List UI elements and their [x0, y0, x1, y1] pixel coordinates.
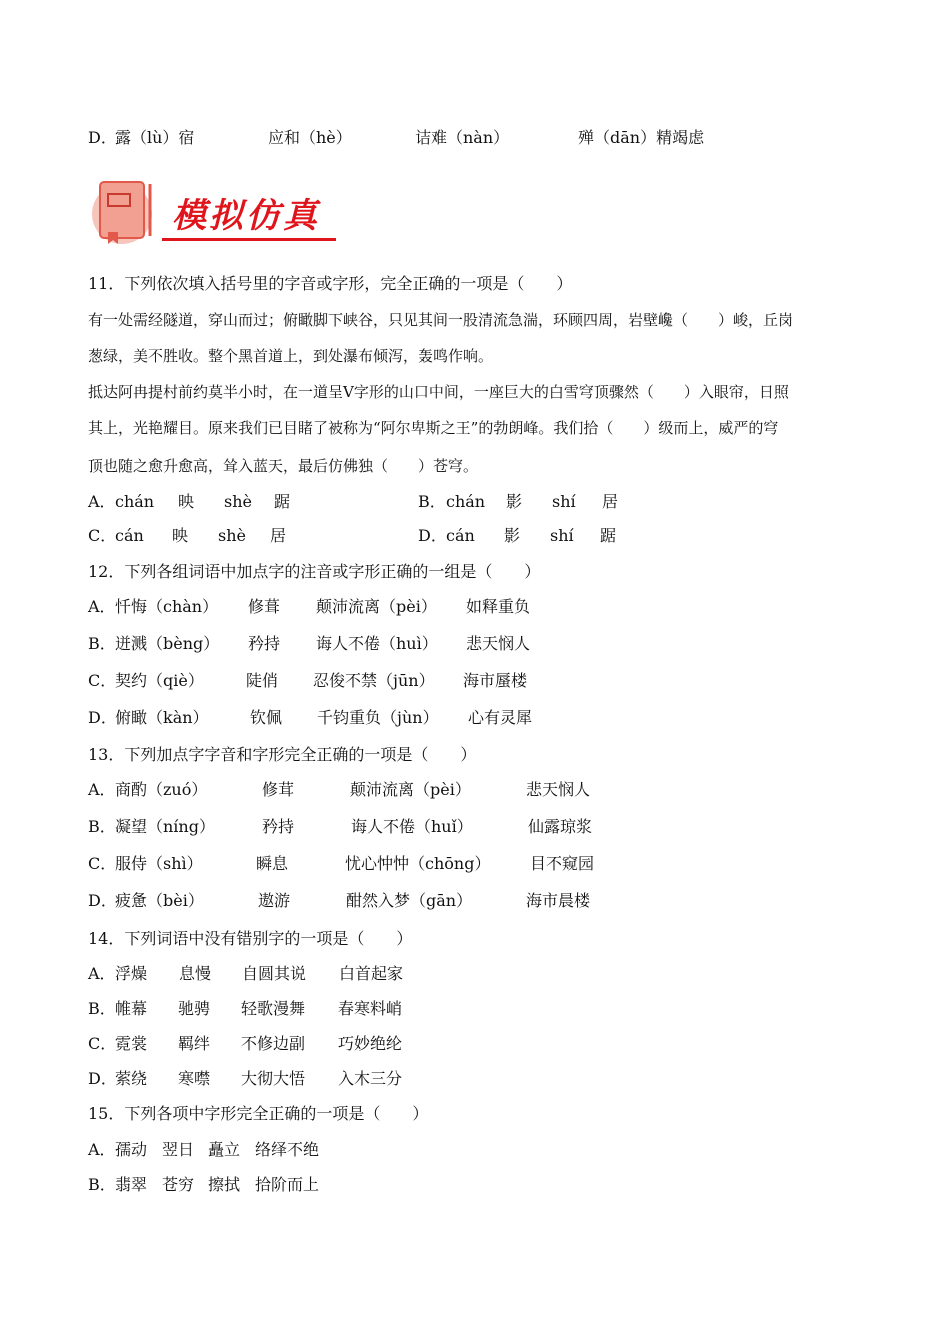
option-item: 翌日 [162, 1140, 195, 1159]
option-item: 瞬息 [256, 854, 289, 873]
option-label: C． [88, 1034, 117, 1053]
option-item: 不修边副 [241, 1034, 306, 1053]
option-item: 修茸 [262, 780, 295, 799]
option-item: 心有灵犀 [468, 708, 533, 727]
option-item: 陡俏 [246, 671, 279, 690]
option-item: 疲惫（bèi） [115, 891, 204, 910]
passage-line: 有一处需经隧道，穿山而过；俯瞰脚下峡谷，只见其间一股清流急湍，环顾四周，岩壁巉（ ）峻，丘岗 [88, 311, 794, 329]
option-item: 苍穷 [162, 1175, 195, 1194]
option-item: 忍俊不禁（jūn） [313, 671, 435, 690]
option-item: 商酌（zuó） [115, 780, 208, 799]
option-item: 钦佩 [250, 708, 283, 727]
option-item: 孺动 [115, 1140, 148, 1159]
option-item: 浮燥 [115, 964, 148, 983]
option-label: A． [88, 492, 116, 511]
option-item: shí [550, 526, 574, 545]
passage-line: 抵达阿冉提村前约莫半小时，在一道呈V字形的山口中间，一座巨大的白雪穹顶骤然（ ）入眼帘，日照 [88, 383, 789, 401]
option-label: D． [88, 1069, 117, 1088]
option-item: 殚（dān）精竭虑 [578, 128, 705, 147]
option-item: 春寒料峭 [338, 999, 403, 1018]
option-item: 入木三分 [338, 1069, 403, 1088]
option-item: 遨游 [258, 891, 291, 910]
option-label: B． [88, 817, 116, 836]
option-item: 居 [270, 526, 287, 545]
option-label: D． [88, 891, 117, 910]
option-item: 驰骋 [178, 999, 211, 1018]
passage-line: 其上，光艳耀目。原来我们已目睹了被称为“阿尔卑斯之王”的勃朗峰。我们拾（ ）级而上，威严的穹 [88, 419, 779, 437]
option-item: 络绎不绝 [255, 1140, 320, 1159]
option-item: 羁绊 [178, 1034, 211, 1053]
option-item: 自圆其说 [242, 964, 307, 983]
option-label: B． [88, 634, 116, 653]
option-item: 轻歌漫舞 [241, 999, 306, 1018]
option-item: chán [115, 492, 155, 511]
option-label: C． [88, 854, 117, 873]
option-item: 如释重负 [466, 597, 531, 616]
option-item: 矜持 [262, 817, 295, 836]
option-item: 悲天悯人 [526, 780, 591, 799]
option-item: 修葺 [248, 597, 281, 616]
option-item: cán [115, 526, 144, 545]
option-item: 影 [504, 526, 521, 545]
option-item: shè [224, 492, 252, 511]
option-label: B． [88, 999, 116, 1018]
option-label: C． [88, 526, 117, 545]
option-item: 诲人不倦（huì） [316, 634, 438, 653]
question-stem: 14．下列词语中没有错别字的一项是（ ） [88, 929, 413, 948]
option-item: 影 [506, 492, 523, 511]
option-item: 拾阶而上 [255, 1175, 320, 1194]
option-item: 酣然入梦（gān） [346, 891, 473, 910]
option-item: 迸溅（bèng） [115, 634, 220, 653]
option-item: 踞 [274, 492, 291, 511]
option-item: 诲人不倦（huǐ） [351, 817, 473, 836]
option-item: 悲天悯人 [466, 634, 531, 653]
option-item: chán [446, 492, 486, 511]
question-stem: 12．下列各组词语中加点字的注音或字形正确的一组是（ ） [88, 562, 541, 581]
option-label: A． [88, 597, 116, 616]
option-item: 颠沛流离（pèi） [316, 597, 437, 616]
title-underline [162, 238, 336, 241]
option-item: 契约（qiè） [115, 671, 204, 690]
option-label: B． [418, 492, 446, 511]
option-item: shè [218, 526, 246, 545]
option-item: 翡翠 [115, 1175, 148, 1194]
option-item: 凝望（níng） [115, 817, 215, 836]
section-title: 模拟仿真 [172, 196, 320, 236]
option-item: 巧妙绝纶 [338, 1034, 403, 1053]
option-label: D． [88, 128, 117, 147]
option-label: A． [88, 964, 116, 983]
option-item: 颠沛流离（pèi） [350, 780, 471, 799]
option-item: 诘难（nàn） [415, 128, 510, 147]
option-item: 矜持 [248, 634, 281, 653]
option-item: 忧心忡忡（chōng） [345, 854, 491, 873]
option-label: A． [88, 780, 116, 799]
option-item: 海市蜃楼 [463, 671, 528, 690]
option-item: 露（lù）宿 [115, 128, 195, 147]
option-item: 千钧重负（jùn） [317, 708, 439, 727]
option-label: B． [88, 1175, 116, 1194]
option-label: A． [88, 1140, 116, 1159]
option-item: 帷幕 [115, 999, 148, 1018]
option-item: 踞 [600, 526, 617, 545]
option-item: 居 [602, 492, 619, 511]
option-item: 矗立 [208, 1140, 241, 1159]
passage-line: 顶也随之愈升愈高，耸入蓝天，最后仿佛独（ ）苍穹。 [88, 457, 479, 475]
option-item: cán [446, 526, 475, 545]
option-item: shí [552, 492, 576, 511]
question-stem: 13．下列加点字字音和字形完全正确的一项是（ ） [88, 745, 477, 764]
option-item: 应和（hè） [268, 128, 352, 147]
question-stem: 11．下列依次填入括号里的字音或字形，完全正确的一项是（ ） [88, 274, 573, 293]
option-label: C． [88, 671, 117, 690]
option-item: 霓裳 [115, 1034, 148, 1053]
option-item: 萦绕 [115, 1069, 148, 1088]
option-item: 俯瞰（kàn） [115, 708, 209, 727]
option-label: D． [418, 526, 447, 545]
option-label: D． [88, 708, 117, 727]
option-item: 大彻大悟 [241, 1069, 306, 1088]
option-item: 目不窥园 [530, 854, 595, 873]
option-item: 服侍（shì） [115, 854, 203, 873]
option-item: 寒噤 [178, 1069, 211, 1088]
option-item: 海市晨楼 [526, 891, 591, 910]
option-item: 映 [178, 492, 195, 511]
book-icon [88, 176, 162, 248]
option-item: 忏悔（chàn） [115, 597, 219, 616]
option-item: 仙露琼浆 [528, 817, 593, 836]
option-item: 擦拭 [208, 1175, 241, 1194]
option-item: 映 [172, 526, 189, 545]
passage-line: 葱绿，美不胜收。整个黑首道上，到处瀑布倾泻，轰鸣作响。 [88, 347, 494, 365]
option-item: 息慢 [179, 964, 212, 983]
section-heading [88, 176, 348, 248]
question-stem: 15．下列各项中字形完全正确的一项是（ ） [88, 1104, 429, 1123]
option-item: 白首起家 [339, 964, 404, 983]
